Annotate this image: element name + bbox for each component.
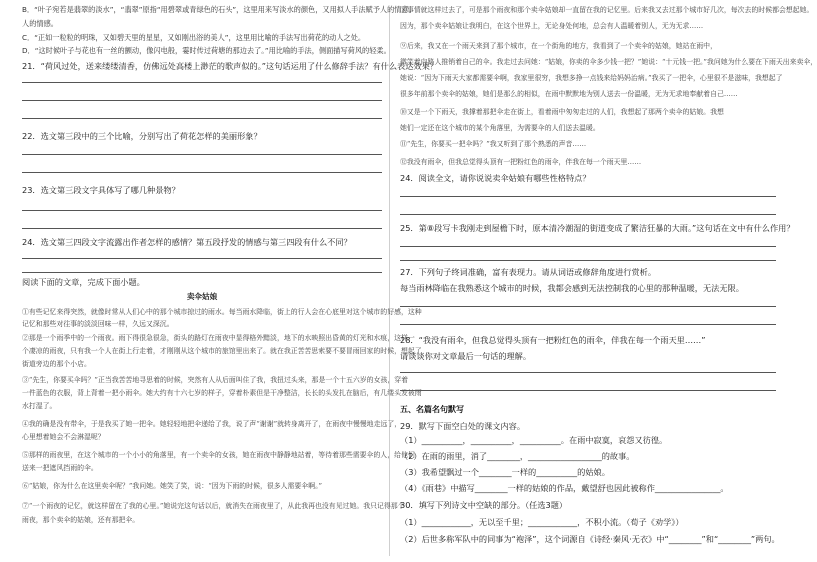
question-23: 23．选文第三段文字具体写了哪几种景物？ — [22, 185, 180, 195]
question-27-sentence: 每当雨林降临在我熟悉这个城市的时候，我都会感到无法控制我的心里的那种温暖，无法无限。 — [400, 283, 744, 293]
answer-line — [22, 272, 382, 273]
reading-intro: 阅读下面的文章，完成下面小题。 — [22, 277, 145, 287]
answer-line — [400, 260, 776, 261]
answer-line — [22, 118, 382, 119]
answer-line — [22, 228, 382, 229]
paragraph-1-cont: 记忆和那些对往事的淡淡回味一样，久远又深沉。 — [22, 320, 174, 328]
paragraph-10: ⑩又是一个下雨天，我撑着那把伞走在街上，看着雨中匆匆走过的人们，我想起了那两个卖伞的姑娘。我想 — [400, 108, 724, 116]
paragraph-5: ⑤那样的雨夜里，在这个城市的一个小小的角落里，有一个卖伞的女孩，她在雨夜中静静地站着，等待着那些需要伞的人，给他们 — [22, 451, 415, 459]
question-29-item-3: （3）我希望飘过一个________一样的__________的姑娘。 — [400, 467, 610, 477]
answer-line — [22, 82, 382, 83]
question-27: 27．下列句子终词准确，富有表现力。请从词语或修辞角度进行赏析。 — [400, 267, 657, 277]
paragraph-2-cont: 个凄凉的雨夜，只有我一个人在街上行走着，才刚刚从这个城市的旅馆里出来了。就在我正苦苦思索要不要冒雨回家的时候，想起了 — [22, 347, 422, 355]
question-29-item-4: （4）《雨巷》中描写________一样的姑娘的作品，戴望舒也因此被称作________________。 — [400, 483, 729, 493]
article-title: 卖伞姑娘 — [186, 292, 218, 301]
paragraph-11: ⑪“先生，你要买一把伞吗？”我又听到了那个熟悉的声音…… — [400, 140, 587, 148]
paragraph-9-cont2: 她说：“因为下雨天大家都需要伞啊，我家里很穷，我想多挣一点钱来给妈妈治病。”我买了一把伞，心里很不是滋味，我想起了 — [400, 74, 783, 82]
paragraph-3: ③“先生，你要买伞吗？”正当我苦苦地寻思着的时候，突然有人从后面叫住了我，我扭过头来，那是一个十五六岁的女孩，穿着 — [22, 376, 409, 384]
answer-line — [400, 306, 776, 307]
answer-line — [400, 214, 776, 215]
paragraph-9: ⑨后来，我又在一个雨天来到了那个城市，在一个街角的地方，我看到了一个卖伞的姑娘，她站在雨中， — [400, 42, 717, 50]
paragraph-7-cont: 雨夜，那个卖伞的姑娘，还有那把伞。 — [22, 516, 140, 524]
paragraph-1: ①有些记忆来得突然，就像时常从人们心中的那个城市掠过的雨水。每当雨水降临，街上的行人会在心底里对这个城市的好感，这种 — [22, 308, 422, 316]
paragraph-2-end: 街道旁边的那个小店。 — [22, 360, 91, 368]
question-30-item-2: （2）后世多称军队中的同事为“袍泽”，这个词源自《诗经·秦风·无衣》中“________”和“________”两句。 — [400, 534, 780, 544]
answer-line — [400, 246, 776, 247]
paragraph-3-cont: 一件蓝色的衣服，背上背着一把小雨伞。她大约有十六七岁的样子，穿着朴素但是干净整洁，长长的头发扎在脑后，有几缕头发被雨 — [22, 389, 422, 397]
choice-b-line1: B．“叶子宛若是翡翠的淡水”，“翡翠”原指“用碧翠或青绿色的石头”，这里用来写淡水的颜色，又用拟人手法赋予人的情意。 — [22, 5, 416, 14]
choice-d: D．“这时候叶子与花也有一丝的颤动，像闪电般，霎时传过荷塘的那边去了。”用比喻的手法，侧面描写荷风的轻柔。 — [22, 46, 391, 55]
answer-line — [22, 258, 382, 259]
question-28: 28．“我没有雨伞，但我总觉得头顶有一把粉红色的雨伞，伴我在每一个雨天里……” — [400, 335, 706, 345]
answer-line — [22, 154, 382, 155]
question-29-item-2: （2）在雨的雨里，消了________，__________________的故事。 — [400, 451, 635, 461]
paragraph-3-end: 水打湿了。 — [22, 402, 57, 410]
question-21: 21．“荷风过处，送来缕缕清香，仿佛远处高楼上渺茫的歌声似的。”这句话运用了什么修辞手法？有什么表达效果？ — [22, 61, 438, 71]
answer-line — [400, 196, 776, 197]
paragraph-9-end: 很多年前那个卖伞的姑娘，她们是那么的相似，在雨中默默地为别人送去一份温暖，无为无求地奉献着自己…… — [400, 90, 738, 98]
paragraph-12: ⑫我没有雨伞，但我总觉得头顶有一把粉红色的雨伞，伴我在每一个雨天里…… — [400, 158, 642, 166]
paragraph-4: ④我的确是没有带伞，于是我买了她一把伞。她轻轻地把伞递给了我，说了声“谢谢”就转身离开了，在雨夜中慢慢地走远了， — [22, 420, 402, 428]
question-22: 22．选文第三段中的三个比喻，分别写出了荷花怎样的美丽形象？ — [22, 131, 262, 141]
paragraph-6: ⑥“姑娘，你为什么在这里卖伞呢？”我问她。她笑了笑，说：“因为下雨的时候，很多人需要伞啊。” — [22, 482, 323, 490]
answer-line — [400, 390, 776, 391]
question-25: 25．第⑧段写卡我刚走到屋檐下时，原本清冷潮湿的街道变成了繁洁狂暴的大雨。”这句话在文中有什么作用？ — [400, 223, 795, 233]
choice-c: C．“正如一粒粒的明珠，又如碧天里的星星，又如刚出浴的美人”，这里用比喻的手法写出荷花的动人之处。 — [22, 33, 366, 42]
question-29-item-1: （1）__________，__________，__________。在雨中寂寞，哀怨又彷徨。 — [400, 435, 668, 445]
answer-line — [22, 210, 382, 211]
paragraph-7: ⑦“一个雨夜的记忆，就这样留在了我的心里。”她说完这句话以后，就消失在雨夜里了，从此我再也没有见过她。我只记得那个 — [22, 502, 405, 510]
question-28-prompt: 请谈谈你对文章最后一句话的理解。 — [400, 351, 532, 361]
paragraph-9-cont: 微笑着向路人推销着自己的伞。我走过去问她：“姑娘，你卖的伞多少钱一把？”她说：“十元钱一把。”我问她为什么要在下雨天出来卖伞， — [400, 58, 817, 66]
answer-line — [22, 172, 382, 173]
answer-line — [400, 372, 776, 373]
column-divider — [389, 8, 390, 556]
paragraph-5-cont: 送来一把遮风挡雨的伞。 — [22, 464, 98, 472]
paragraph-2: ②那是一个雨季中的一个雨夜。雨下得很急很急，街头的路灯在雨夜中显得格外黯淡，地下的水映照出昏黄的灯光和水痕，这样一 — [22, 334, 415, 342]
question-24: 24．选文第三四段文字流露出作者怎样的感情？第五段抒发的情感与第三四段有什么不同？ — [22, 237, 352, 247]
right-column — [400, 0, 817, 562]
question-30-item-1: （1）____________，无以至千里；____________，不积小流。（荀子《劝学》） — [400, 517, 684, 527]
choice-b-line2: 人的情感。 — [22, 19, 58, 28]
paragraph-8-cont: 因为，那个卖伞姑娘让我明白，在这个世界上，无论身处何地，总会有人温暖着别人，无为无求…… — [400, 22, 704, 30]
question-30: 30．填写下列诗文中空缺的部分。（任选3题） — [400, 500, 568, 510]
section-5-heading: 五、名篇名句默写 — [400, 405, 464, 414]
answer-line — [400, 324, 776, 325]
paragraph-4-cont: 心里想着她会不会淋湿呢？ — [22, 433, 105, 441]
paragraph-8: ⑧事情就这样过去了，可是那个雨夜和那个卖伞姑娘却一直留在我的记忆里。后来我又去过那个城市好几次，每次去的时候都会想起她。 — [400, 6, 814, 14]
question-24-right: 24．阅读全文，请你说说卖伞姑娘有哪些性格特点？ — [400, 173, 591, 183]
question-29: 29．默写下面空白处的课文内容。 — [400, 421, 526, 431]
answer-line — [22, 100, 382, 101]
paragraph-10-cont: 她们一定还在这个城市的某个角落里，为需要伞的人们送去温暖。 — [400, 124, 600, 132]
